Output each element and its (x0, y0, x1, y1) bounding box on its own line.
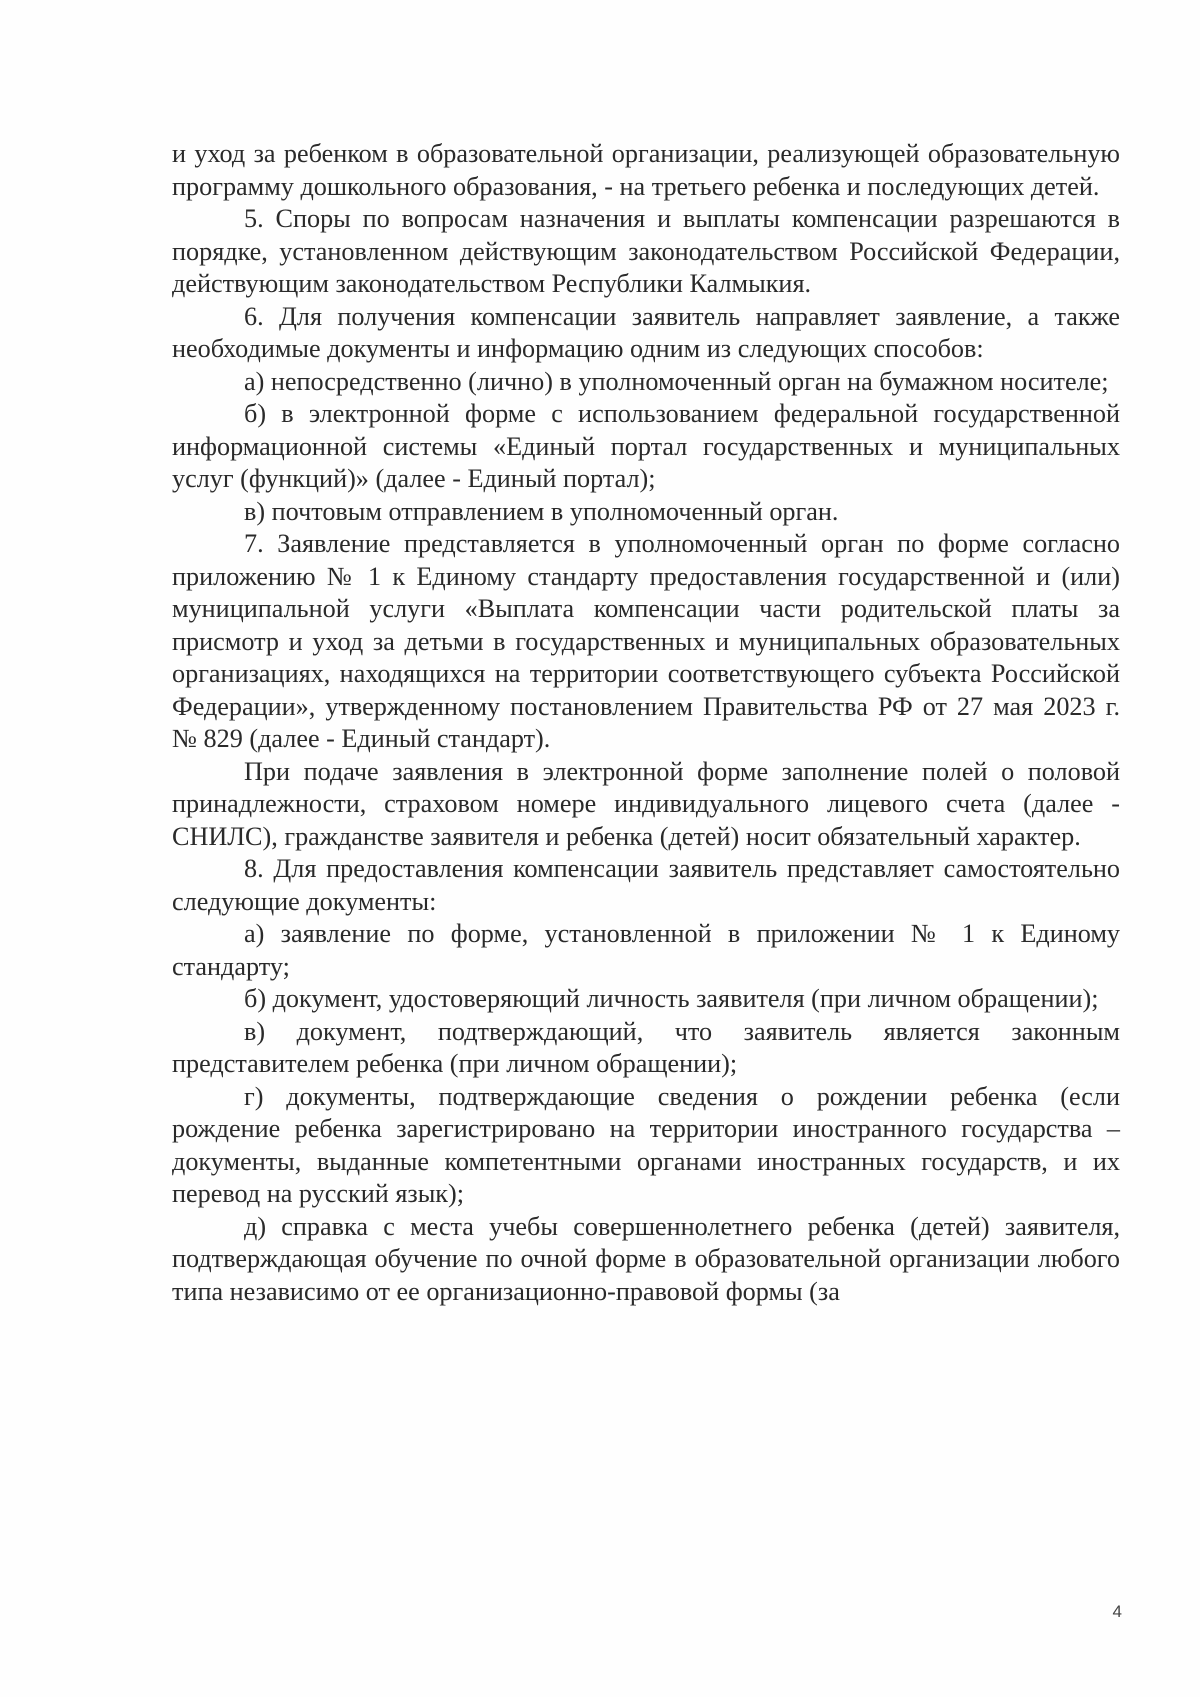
subitem-6a: а) непосредственно (лично) в уполномоченный орган на бумажном носителе; (244, 366, 1109, 396)
subitem-8d: д) справка с места учебы совершеннолетнего ребенка (детей) заявителя, подтверждающая обучение по очной форме в образовательной организации любого типа независимо от ее организационно-правовой формы (за (172, 1211, 1120, 1306)
subitem-8g: г) документы, подтверждающие сведения о рождении ребенка (если рождение ребенка зарегистрировано на территории иностранного государства – документы, выданные компетентными органами иностранных государств, и их перевод на русский язык); (172, 1081, 1120, 1208)
paragraph-continuation: и уход за ребенком в образовательной организации, реализующей образовательную программу дошкольного образования, - на третьего ребенка и последующих детей. (172, 139, 1120, 201)
paragraph-item-8: 8. Для предоставления компенсации заявитель представляет самостоятельно следующие документы: (172, 854, 1120, 916)
subitem-6b: б) в электронной форме с использованием федеральной государственной информационной системы «Единый портал государственных и муниципальных услуг (функций)» (далее - Единый портал); (172, 399, 1120, 493)
subitem-6v: в) почтовым отправлением в уполномоченный орган. (244, 496, 839, 526)
document-body (172, 138, 1120, 1308)
subitem-8v: в) документ, подтверждающий, что заявитель является законным представителем ребенка (при личном обращении); (172, 1016, 1120, 1078)
paragraph-item-7: 7. Заявление представляется в уполномоченный орган по форме согласно приложению № 1 к Единому стандарту предоставления государственной и (или) муниципальной услуги «Выплата компенсации части родительской платы за присмотр и уход за детьми в государственных и муниципальных образовательных организациях, находящихся на территории соответствующего субъекта Российской Федерации», утвержденному постановлением Правительства РФ от 27 мая 2023 г. № 829 (далее - Единый стандарт). (172, 529, 1120, 753)
subitem-8a: а) заявление по форме, установленной в приложении № 1 к Единому стандарту; (172, 919, 1120, 981)
paragraph-item-6: 6. Для получения компенсации заявитель направляет заявление, а также необходимые документы и информацию одним из следующих способов: (172, 301, 1120, 363)
paragraph-item-5: 5. Споры по вопросам назначения и выплаты компенсации разрешаются в порядке, установленном действующим законодательством Российской Федерации, действующим законодательством Республики Калмыкия. (172, 204, 1120, 298)
page-number: 4 (1112, 1602, 1122, 1621)
subitem-8b: б) документ, удостоверяющий личность заявителя (при личном обращении); (244, 984, 1099, 1013)
paragraph-electronic-form-note: При подаче заявления в электронной форме заполнение полей о половой принадлежности, страховом номере индивидуального лицевого счета (далее - СНИЛС), гражданстве заявителя и ребенка (детей) носит обязательный характер. (172, 756, 1120, 851)
